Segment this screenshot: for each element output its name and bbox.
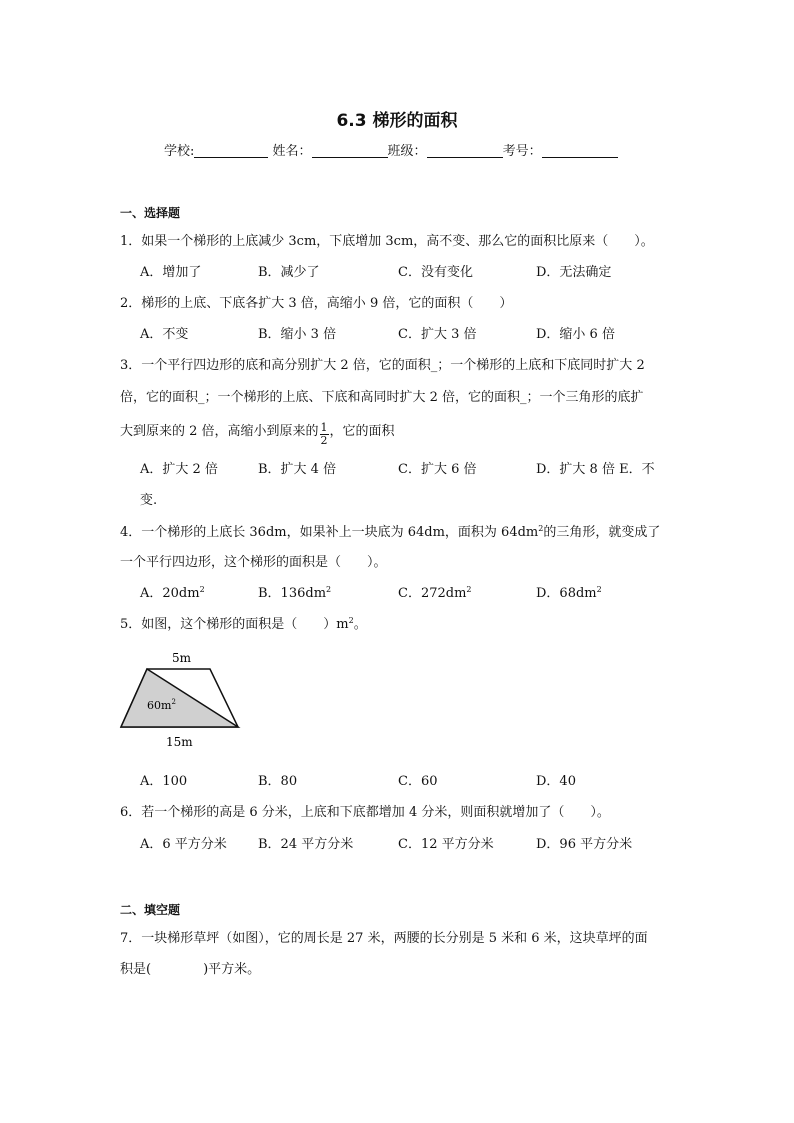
q6-option-c: C．12 平方分米 bbox=[398, 837, 494, 852]
question-4-line-1-end: 的三角形，就变成了 bbox=[543, 525, 661, 540]
number-label: 考号： bbox=[502, 144, 542, 159]
q4-option-b bbox=[258, 582, 331, 601]
question-3-line-2: 倍，它的面积_；一个梯形的上底、下底和高同时扩大 2 倍，它的面积_；一个三角形的底扩 bbox=[120, 390, 644, 405]
question-3-line-3-start: 大到原来的 2 倍，高缩小到原来的 bbox=[120, 424, 319, 439]
q3-option-d-e: D．扩大 8 倍 E．不 bbox=[536, 462, 655, 477]
q2-option-d: D．缩小 6 倍 bbox=[536, 327, 615, 342]
q3-option-e-continued: 变. bbox=[140, 493, 158, 508]
question-2-text: 2．梯形的上底、下底各扩大 3 倍，高缩小 9 倍，它的面积（ ） bbox=[120, 296, 513, 311]
section-fill-blank-heading: 二、填空题 bbox=[120, 903, 181, 917]
q5-option-d: D．40 bbox=[536, 774, 576, 789]
question-3-line-1: 3．一个平行四边形的底和高分别扩大 2 倍，它的面积_；一个梯形的上底和下底同时扩大 2 bbox=[120, 358, 645, 373]
q5-option-b: B．80 bbox=[258, 774, 298, 789]
section-choice-heading: 一、选择题 bbox=[120, 206, 181, 220]
name-label: 姓名： bbox=[272, 144, 312, 159]
q5-option-a: A．100 bbox=[140, 774, 188, 789]
q4-option-a bbox=[140, 582, 205, 601]
q4-option-d bbox=[536, 582, 602, 601]
triangle-area-sup: 2 bbox=[171, 698, 176, 706]
question-5-text-start: 5．如图，这个梯形的面积是（ ）m bbox=[120, 617, 349, 632]
question-7-line-2: 积是( )平方米。 bbox=[120, 962, 261, 977]
trapezoid-figure bbox=[110, 645, 260, 755]
question-6-text: 6．若一个梯形的高是 6 分米，上底和下底都增加 4 分米，则面积就增加了（ ）。 bbox=[120, 805, 610, 820]
q1-option-b: B．减少了 bbox=[258, 265, 320, 280]
q3-option-b: B．扩大 4 倍 bbox=[258, 462, 337, 477]
bottom-base-label: 15m bbox=[166, 735, 193, 749]
superscript-2: 2 bbox=[466, 585, 472, 594]
q6-option-d: D．96 平方分米 bbox=[536, 837, 633, 852]
q2-option-c: C．扩大 3 倍 bbox=[398, 327, 477, 342]
question-1-text: 1．如果一个梯形的上底减少 3cm，下底增加 3cm，高不变、那么它的面积比原来（ ）。 bbox=[120, 234, 654, 249]
q4-option-a-text: A．20dm bbox=[140, 586, 200, 601]
q6-option-a: A．6 平方分米 bbox=[140, 837, 227, 852]
question-3-line-3 bbox=[120, 420, 395, 447]
q4-option-d-text: D．68dm bbox=[536, 586, 597, 601]
question-5-text bbox=[120, 613, 367, 632]
student-info-line bbox=[164, 140, 618, 159]
name-blank bbox=[312, 143, 388, 158]
q5-option-c: C．60 bbox=[398, 774, 438, 789]
q2-option-b: B．缩小 3 倍 bbox=[258, 327, 337, 342]
class-label: 班级： bbox=[387, 144, 427, 159]
class-blank bbox=[427, 143, 503, 158]
question-3-line-3-end: ，它的面积 bbox=[329, 424, 395, 439]
top-base-label: 5m bbox=[172, 651, 192, 665]
superscript-2: 2 bbox=[348, 616, 354, 625]
school-blank bbox=[194, 143, 268, 158]
question-4-line-2: 一个平行四边形，这个梯形的面积是（ ）。 bbox=[120, 555, 387, 570]
question-4-line-1 bbox=[120, 521, 660, 540]
q4-option-c bbox=[398, 582, 472, 601]
superscript-2: 2 bbox=[326, 585, 332, 594]
q2-option-a: A．不变 bbox=[140, 327, 189, 342]
superscript-2: 2 bbox=[199, 585, 205, 594]
question-4-line-1-start: 4．一个梯形的上底长 36dm，如果补上一块底为 64dm，面积为 64dm bbox=[120, 525, 539, 540]
q1-option-a: A．增加了 bbox=[140, 265, 202, 280]
q6-option-b: B．24 平方分米 bbox=[258, 837, 354, 852]
school-label: 学校: bbox=[164, 144, 195, 159]
page-title: 6.3 梯形的面积 bbox=[336, 111, 458, 131]
q3-option-c: C．扩大 6 倍 bbox=[398, 462, 477, 477]
number-blank bbox=[542, 143, 618, 158]
superscript-2: 2 bbox=[596, 585, 602, 594]
triangle-area-value: 60m bbox=[147, 699, 172, 712]
fraction-numerator: 1 bbox=[320, 421, 328, 434]
q4-option-c-text: C．272dm bbox=[398, 586, 467, 601]
q1-option-c: C．没有变化 bbox=[398, 265, 473, 280]
question-5-text-end: 。 bbox=[353, 617, 367, 632]
fraction-one-half bbox=[320, 422, 329, 447]
fraction-denominator: 2 bbox=[320, 434, 328, 447]
q4-option-b-text: B．136dm bbox=[258, 586, 327, 601]
question-7-line-1: 7．一块梯形草坪（如图），它的周长是 27 米，两腰的长分别是 5 米和 6 米，这块草坪的面 bbox=[120, 931, 648, 946]
q1-option-d: D．无法确定 bbox=[536, 265, 612, 280]
superscript-2: 2 bbox=[538, 524, 544, 533]
q3-option-a: A．扩大 2 倍 bbox=[140, 462, 218, 477]
